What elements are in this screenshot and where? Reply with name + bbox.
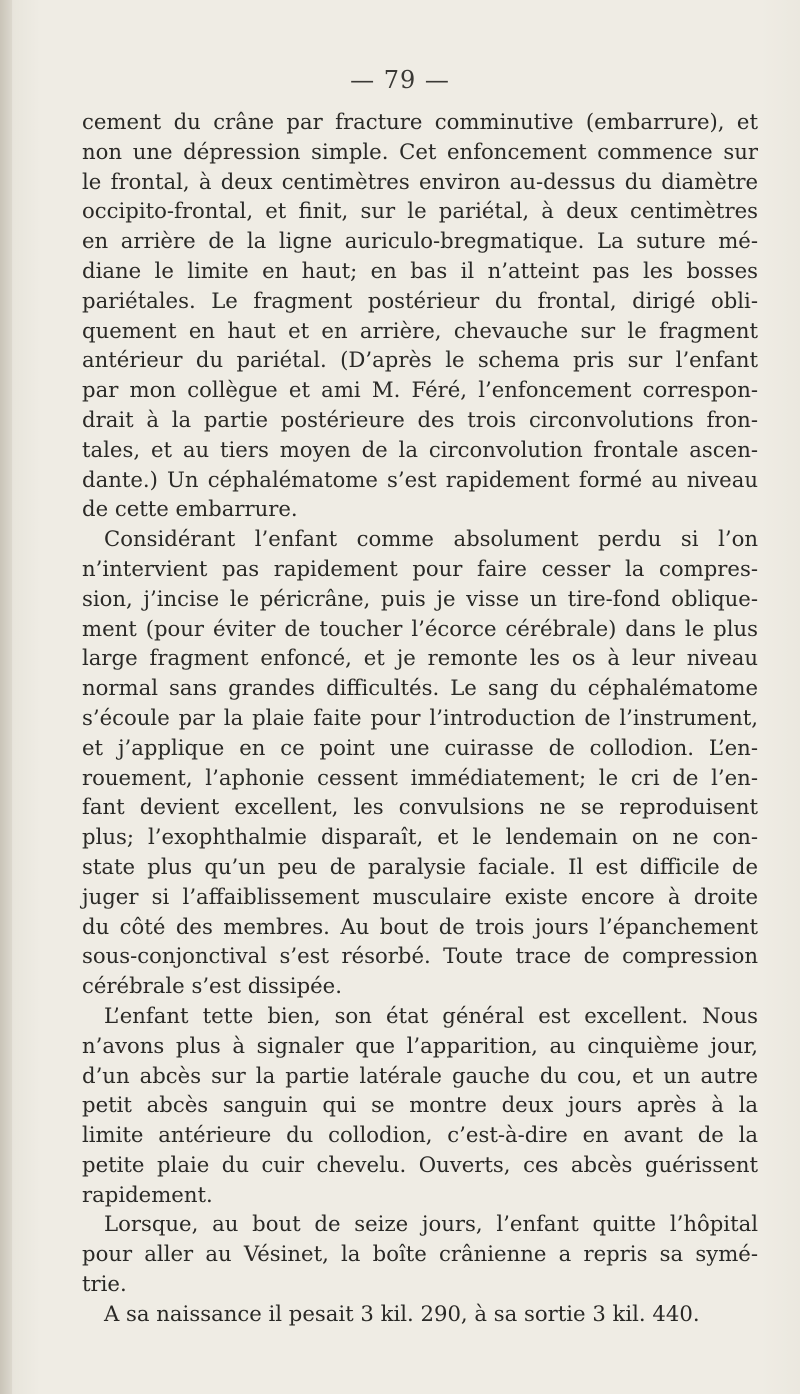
text-line: plus; l’exophthalmie disparaît, et le lendemain on ne con- xyxy=(82,824,758,850)
text-line: non une dépression simple. Cet enfoncement commence sur xyxy=(82,138,758,164)
text-line: du côté des membres. Au bout de trois jours l’épanchement xyxy=(82,913,758,939)
text-line: rapidement. xyxy=(82,1181,213,1207)
text-line: diane le limite en haut; en bas il n’atteint pas les bosses xyxy=(82,257,758,283)
text-line: normal sans grandes difficultés. Le sang du céphalématome xyxy=(82,675,758,701)
text-line: pariétales. Le fragment postérieur du frontal, dirigé obli- xyxy=(82,287,758,313)
text-line: le frontal, à deux centimètres environ au-dessus du diamètre xyxy=(82,168,758,194)
text-line: cérébrale s’est dissipée. xyxy=(82,973,342,999)
text-line: L’enfant tette bien, son état général est excellent. Nous xyxy=(104,1002,758,1028)
body-text xyxy=(82,107,758,1329)
text-line: en arrière de la ligne auriculo-bregmatique. La suture mé- xyxy=(82,228,758,254)
text-line: pour aller au Vésinet, la boîte crânienne a repris sa symé- xyxy=(82,1241,758,1267)
text-line: par mon collègue et ami M. Féré, l’enfoncement correspon- xyxy=(82,377,758,403)
text-line: rouement, l’aphonie cessent immédiatement; le cri de l’en- xyxy=(82,764,758,790)
text-line: n’intervient pas rapidement pour faire cesser la compres- xyxy=(82,555,758,581)
text-line: occipito-frontal, et finit, sur le pariétal, à deux centimètres xyxy=(82,198,758,224)
text-line: trie. xyxy=(82,1271,127,1297)
text-line: d’un abcès sur la partie latérale gauche du cou, et un autre xyxy=(82,1062,758,1088)
text-line: quement en haut et en arrière, chevauche sur le fragment xyxy=(82,317,758,343)
text-line: limite antérieure du collodion, c’est-à-dire en avant de la xyxy=(82,1122,758,1148)
text-line: dante.) Un céphalématome s’est rapidement formé au niveau xyxy=(82,466,758,492)
text-line: fant devient excellent, les convulsions ne se reproduisent xyxy=(82,794,758,820)
text-line: s’écoule par la plaie faite pour l’introduction de l’instrument, xyxy=(82,704,758,730)
text-line: et j’applique en ce point une cuirasse de collodion. L’en- xyxy=(82,734,758,760)
text-line: A sa naissance il pesait 3 kil. 290, à sa sortie 3 kil. 440. xyxy=(104,1300,700,1326)
text-line: n’avons plus à signaler que l’apparition, au cinquième jour, xyxy=(82,1032,758,1058)
page-number: — 79 — xyxy=(350,66,450,94)
text-line: juger si l’affaiblissement musculaire existe encore à droite xyxy=(82,883,758,909)
text-line: state plus qu’un peu de paralysie faciale. Il est difficile de xyxy=(82,853,758,879)
text-line: petit abcès sanguin qui se montre deux jours après à la xyxy=(82,1092,758,1118)
text-line: sous-conjonctival s’est résorbé. Toute trace de compression xyxy=(82,943,758,969)
text-line: Lorsque, au bout de seize jours, l’enfant quitte l’hôpital xyxy=(104,1211,758,1237)
text-line: tales, et au tiers moyen de la circonvolution frontale ascen- xyxy=(82,436,758,462)
text-line: ment (pour éviter de toucher l’écorce cérébrale) dans le plus xyxy=(82,615,758,641)
text-line: petite plaie du cuir chevelu. Ouverts, ces abcès guérissent xyxy=(82,1151,758,1177)
text-line: de cette embarrure. xyxy=(82,496,298,522)
text-line: sion, j’incise le péricrâne, puis je visse un tire-fond oblique- xyxy=(82,585,758,611)
text-line: drait à la partie postérieure des trois circonvolutions fron- xyxy=(82,406,758,432)
text-line: antérieur du pariétal. (D’après le schema pris sur l’enfant xyxy=(82,347,758,373)
page-spine-shadow xyxy=(0,0,12,1394)
text-line: Considérant l’enfant comme absolument perdu si l’on xyxy=(104,526,758,552)
text-line: cement du crâne par fracture comminutive (embarrure), et xyxy=(82,109,758,134)
text-line: large fragment enfoncé, et je remonte les os à leur niveau xyxy=(82,645,758,671)
